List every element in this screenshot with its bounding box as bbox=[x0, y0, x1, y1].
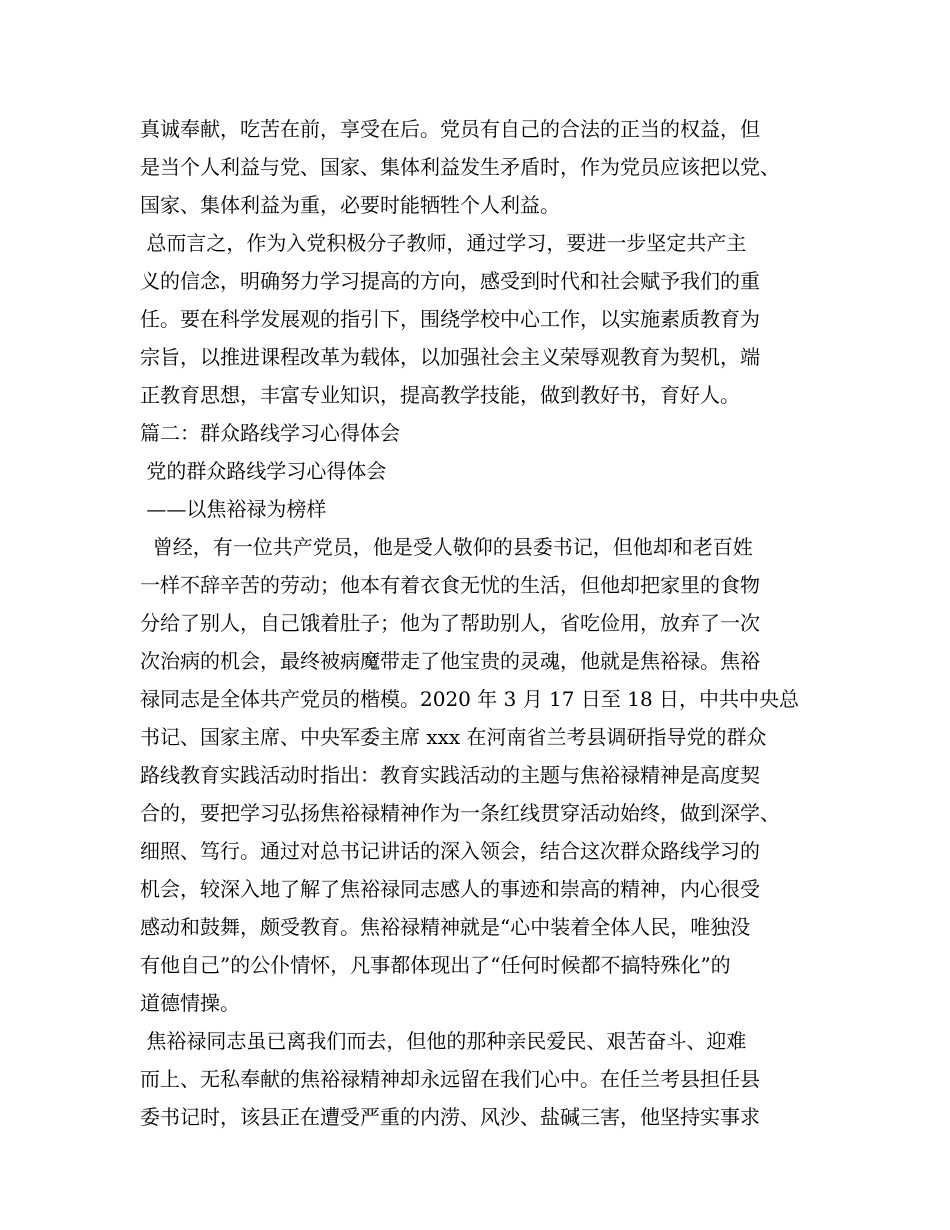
text-line: 感动和鼓舞，颇受教育。焦裕禄精神就是“心中装着全体人民，唯独没 bbox=[140, 915, 751, 939]
text-line: 焦裕禄同志虽已离我们而去，但他的那种亲民爱民、艰苦奋斗、迎难 bbox=[140, 1029, 747, 1053]
text-line: 委书记时，该县正在遭受严重的内涝、风沙、盐碱三害，他坚持实事求 bbox=[140, 1105, 760, 1129]
section-heading: 篇二：群众路线学习心得体会 bbox=[140, 421, 400, 445]
text-line: 曾经，有一位共产党员，他是受人敬仰的县委书记，但他却和老百姓 bbox=[140, 535, 753, 559]
article-title: 党的群众路线学习心得体会 bbox=[140, 459, 387, 483]
text-line: 是当个人利益与党、国家、集体利益发生矛盾时，作为党员应该把以党、 bbox=[140, 155, 780, 179]
text-line: 任。要在科学发展观的指引下，围绕学校中心工作，以实施素质教育为 bbox=[140, 307, 760, 331]
text-line: 机会，较深入地了解了焦裕禄同志感人的事迹和崇高的精神，内心很受 bbox=[140, 877, 760, 901]
text-line: 道德情操。 bbox=[140, 991, 240, 1015]
text-line: 一样不辞辛苦的劳动；他本有着衣食无忧的生活，但他却把家里的食物 bbox=[140, 573, 760, 597]
text-line: 宗旨，以推进课程改革为载体，以加强社会主义荣辱观教育为契机，端 bbox=[140, 345, 760, 369]
text-line: 细照、笃行。通过对总书记讲话的深入领会，结合这次群众路线学习的 bbox=[140, 839, 760, 863]
text-line: 次治病的机会，最终被病魔带走了他宝贵的灵魂，他就是焦裕禄。焦裕 bbox=[140, 649, 760, 673]
text-line: 有他自己”的公仆情怀，凡事都体现出了“任何时候都不搞特殊化”的 bbox=[140, 953, 731, 977]
text-line: 合的，要把学习弘扬焦裕禄精神作为一条红线贯穿活动始终，做到深学、 bbox=[140, 801, 780, 825]
text-line: 路线教育实践活动时指出：教育实践活动的主题与焦裕禄精神是高度契 bbox=[140, 763, 760, 787]
text-line: 正教育思想，丰富专业知识，提高教学技能，做到教好书，育好人。 bbox=[140, 383, 740, 407]
text-line: 禄同志是全体共产党员的楷模。2020 年 3 月 17 日至 18 日，中共中央总 bbox=[140, 687, 800, 711]
article-subtitle: ——以焦裕禄为榜样 bbox=[140, 497, 327, 521]
text-line: 书记、国家主席、中央军委主席 xxx 在河南省兰考县调研指导党的群众 bbox=[140, 725, 767, 749]
text-line: 分给了别人，自己饿着肚子；他为了帮助别人，省吃俭用，放弃了一次 bbox=[140, 611, 760, 635]
text-line: 而上、无私奉献的焦裕禄精神却永远留在我们心中。在任兰考县担任县 bbox=[140, 1067, 760, 1091]
text-line: 真诚奉献，吃苦在前，享受在后。党员有自己的合法的正当的权益，但 bbox=[140, 117, 760, 141]
text-line: 总而言之，作为入党积极分子教师，通过学习，要进一步坚定共产主 bbox=[140, 231, 747, 255]
text-line: 国家、集体利益为重，必要时能牺牲个人利益。 bbox=[140, 193, 560, 217]
text-line: 义的信念，明确努力学习提高的方向，感受到时代和社会赋予我们的重 bbox=[140, 269, 760, 293]
